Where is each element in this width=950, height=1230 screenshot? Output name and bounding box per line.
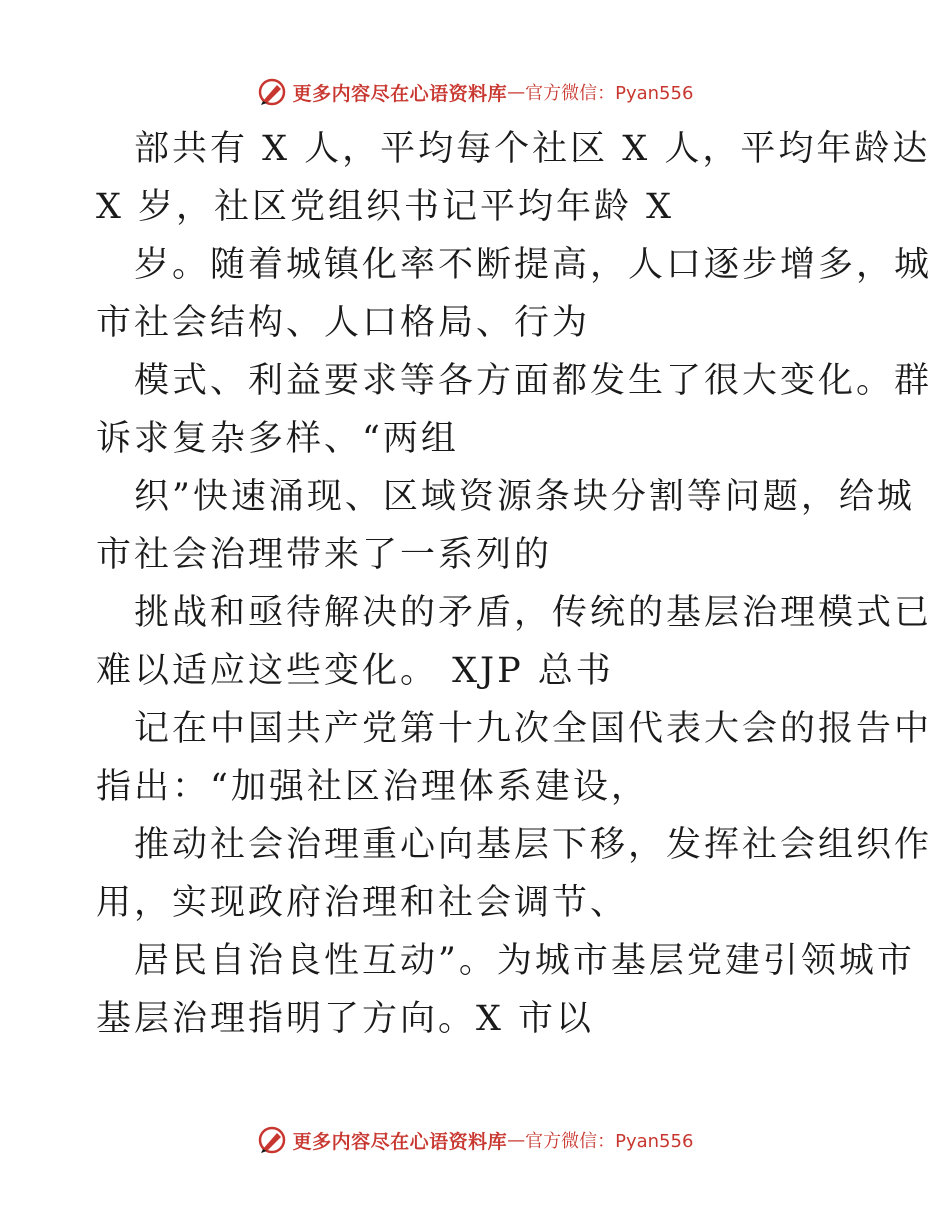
body-line: 市社会治理带来了一系列的 bbox=[96, 535, 553, 575]
body-line: 难以适应这些变化。 XJP 总书 bbox=[96, 651, 614, 691]
body-line: 基层治理指明了方向。X 市以 bbox=[96, 999, 595, 1039]
document-body bbox=[96, 120, 933, 1048]
watermark-separator: — bbox=[507, 1129, 526, 1151]
watermark-brand: 更多内容尽在心语资料库 bbox=[292, 1130, 508, 1153]
body-line: 指出：“加强社区治理体系建设， bbox=[96, 767, 649, 807]
watermark-contact: 官方微信：Pyan556 bbox=[525, 1131, 694, 1152]
body-line: 模式、利益要求等各方面都发生了很大变化。群 bbox=[134, 361, 933, 401]
body-line: 记在中国共产党第十九次全国代表大会的报告中 bbox=[134, 709, 933, 749]
watermark-brand: 更多内容尽在心语资料库 bbox=[292, 82, 508, 105]
body-line: 部共有 X 人，平均每个社区 X 人，平均年龄达 bbox=[134, 129, 931, 169]
body-line: 岁。随着城镇化率不断提高，人口逐步增多，城 bbox=[134, 245, 933, 285]
pen-logo-icon bbox=[257, 1125, 287, 1155]
body-line: 用，实现政府治理和社会调节、 bbox=[96, 883, 629, 923]
watermark-separator: — bbox=[507, 81, 526, 103]
body-line: X 岁，社区党组织书记平均年龄 X bbox=[96, 187, 675, 227]
body-line: 市社会结构、人口格局、行为 bbox=[96, 303, 591, 343]
pen-logo-icon bbox=[257, 77, 287, 107]
watermark-contact: 官方微信：Pyan556 bbox=[525, 83, 694, 104]
body-line: 挑战和亟待解决的矛盾，传统的基层治理模式已 bbox=[134, 593, 933, 633]
body-line: 居民自治良性互动”。为城市基层党建引领城市 bbox=[134, 941, 915, 981]
body-line: 推动社会治理重心向基层下移，发挥社会组织作 bbox=[134, 825, 933, 865]
header-watermark bbox=[0, 72, 950, 112]
body-line: 诉求复杂多样、“两组 bbox=[96, 419, 459, 459]
footer-watermark bbox=[0, 1120, 950, 1160]
body-line: 织”快速涌现、区域资源条块分割等问题，给城 bbox=[134, 477, 915, 517]
